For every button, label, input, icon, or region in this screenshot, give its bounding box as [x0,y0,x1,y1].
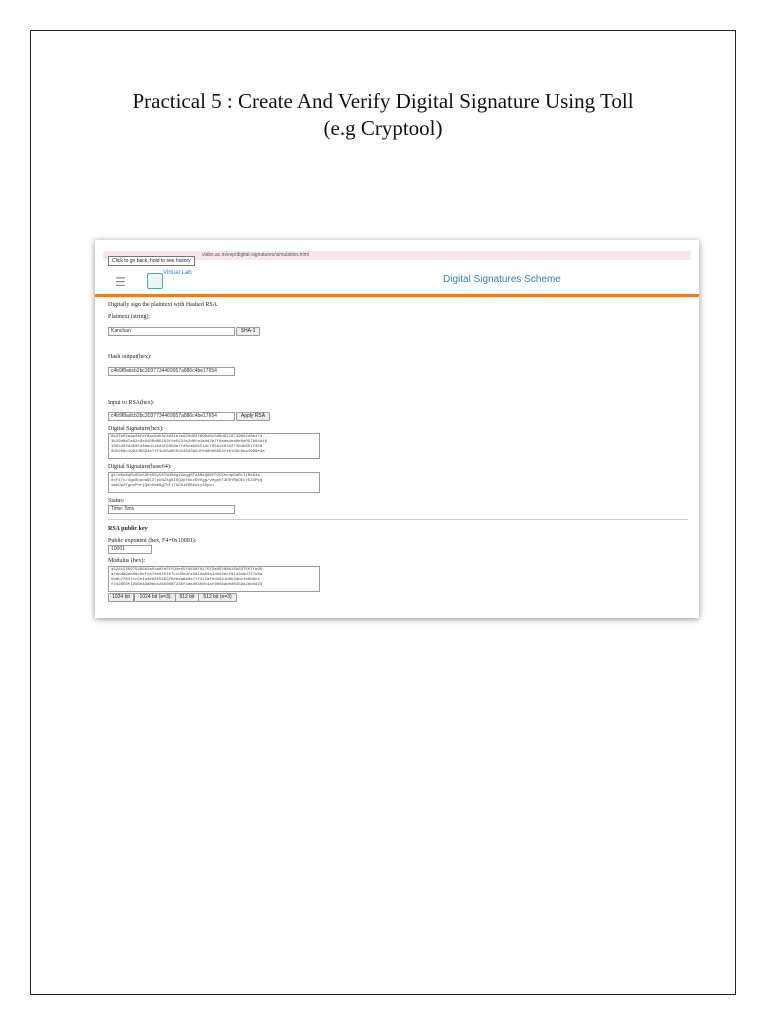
public-exponent-label: Public exponent (hex, F4=0x10001): [108,538,197,544]
modulus-textarea[interactable] [108,566,320,592]
hash-output-label: Hash output(hex): [108,354,152,360]
section-divider [108,519,688,520]
header-title: Digital Signatures Scheme [443,274,561,285]
header-accent-bar [95,294,699,297]
key-1024-button[interactable]: 1024 bit [108,593,134,602]
status-label: Status: [108,498,125,504]
signature-base64-textarea[interactable] [108,472,320,493]
rsa-input-field[interactable]: c4b9f8adcb2bc3037734469957a886c4be17654 [108,412,235,421]
signature-base64-label: Digital Signature(base64): [108,464,172,470]
sha1-button[interactable]: SHA-1 [236,327,260,336]
document-title-line-1: Practical 5 : Create And Verify Digital Signature Using Toll [132,89,634,113]
document-title-line-2: (e.g Cryptool) [323,116,443,140]
apply-rsa-button[interactable]: Apply RSA [236,412,270,421]
rsa-public-key-heading: RSA public key [108,526,148,532]
modulus-line: f242656f1296049a0bbc26b0887235f4acd5600c4af0656ab0d0359d2bb0d23 [111,583,263,587]
document-title [60,88,706,142]
signature-hex-line: 1093402dd905d8aad12bd4f9356a7fd8ca0d051dc70561e93d273b4b651f358 [111,445,263,449]
logo-text: Virtual Lab [163,270,192,276]
key-1024-e3-button[interactable]: 1024 bit (e=3) [134,593,176,602]
status-field: Time: 5ms [108,505,235,514]
key-512-button[interactable]: 512 bit [175,593,199,602]
signature-hex-label: Digital Signature(hex): [108,426,164,432]
intro-text: Digitally sign the plaintext with Hashed RSA. [108,302,219,308]
plaintext-label: Plaintext (string): [108,314,151,320]
key-512-e3-button[interactable]: 512 bit (e=3) [198,593,237,602]
public-exponent-field[interactable]: 10001 [108,545,152,554]
signature-hex-line: 3b29d8a7a62c9e9400d05193f1e9231e2d0fa1add2b7f9aaa4ea0e9d097804a16 [111,440,268,444]
menu-icon[interactable]: ☰ [115,275,126,289]
back-button-tooltip: Click to go back, hold to see history [108,256,195,266]
modulus-line: 5b8b7f83f1c5e1a4e98f5993f5e0ea6a8a71f415af0d4941b0b3dbc2e609c4 [111,578,260,582]
address-url: vlabs.ac.in/exp/digital-signatures/simulation.html [202,252,309,258]
logo-icon [147,273,163,289]
signature-hex-line: 8a4fe62aaa2afef8ac9db3f4d21b2e920d02f990d8c5d9d81187490d2d0e47d [111,435,263,439]
modulus-line: afdbda9ab09c8efce7ee9fbfe7ccd3edfa3616a0da1ded3ecf81a3e9d727c8a [111,573,263,577]
signature-base64-line: smkDuZYgnvPnfjQdhkmb6g7bFj7uD3iKDBbyky3Spo= [111,484,215,488]
plaintext-input[interactable]: Kanchan [108,327,235,336]
signature-hex-line: 0d2266c1962d6393e7ff4d33a050d24693b5df0d8b06654f401d3c9ba4906e3a [111,450,265,454]
rsa-input-label: Input to RSA(hex): [108,400,155,406]
hash-output-field[interactable]: c4b9f8adcb2bc3037734469957a886c4be17654 [108,367,235,376]
modulus-label: Modulus (hex): [108,558,146,564]
modulus-line: a5261539979466b2a5da0fe5ff94e65f0498f9175f5a09288016b837507fe99 [111,568,263,572]
embedded-screenshot [95,240,699,618]
signature-base64-line: 0xF47c/4ge8caca9137pk0ZXgSIDQ2pYbkvDVKgg/vHgxhT3HDYRpDEc7EZUPkQ [111,479,263,483]
virtual-lab-logo[interactable] [147,270,192,292]
signature-hex-textarea[interactable] [108,433,320,459]
signature-base64-line: gk/eKu6qRv5Dz53FeSGy5SYN4S8g4ZeggRTzAMzQ68fD2C5bcnpGdRcIjBeK4a [111,474,260,478]
lab-header [95,264,699,294]
